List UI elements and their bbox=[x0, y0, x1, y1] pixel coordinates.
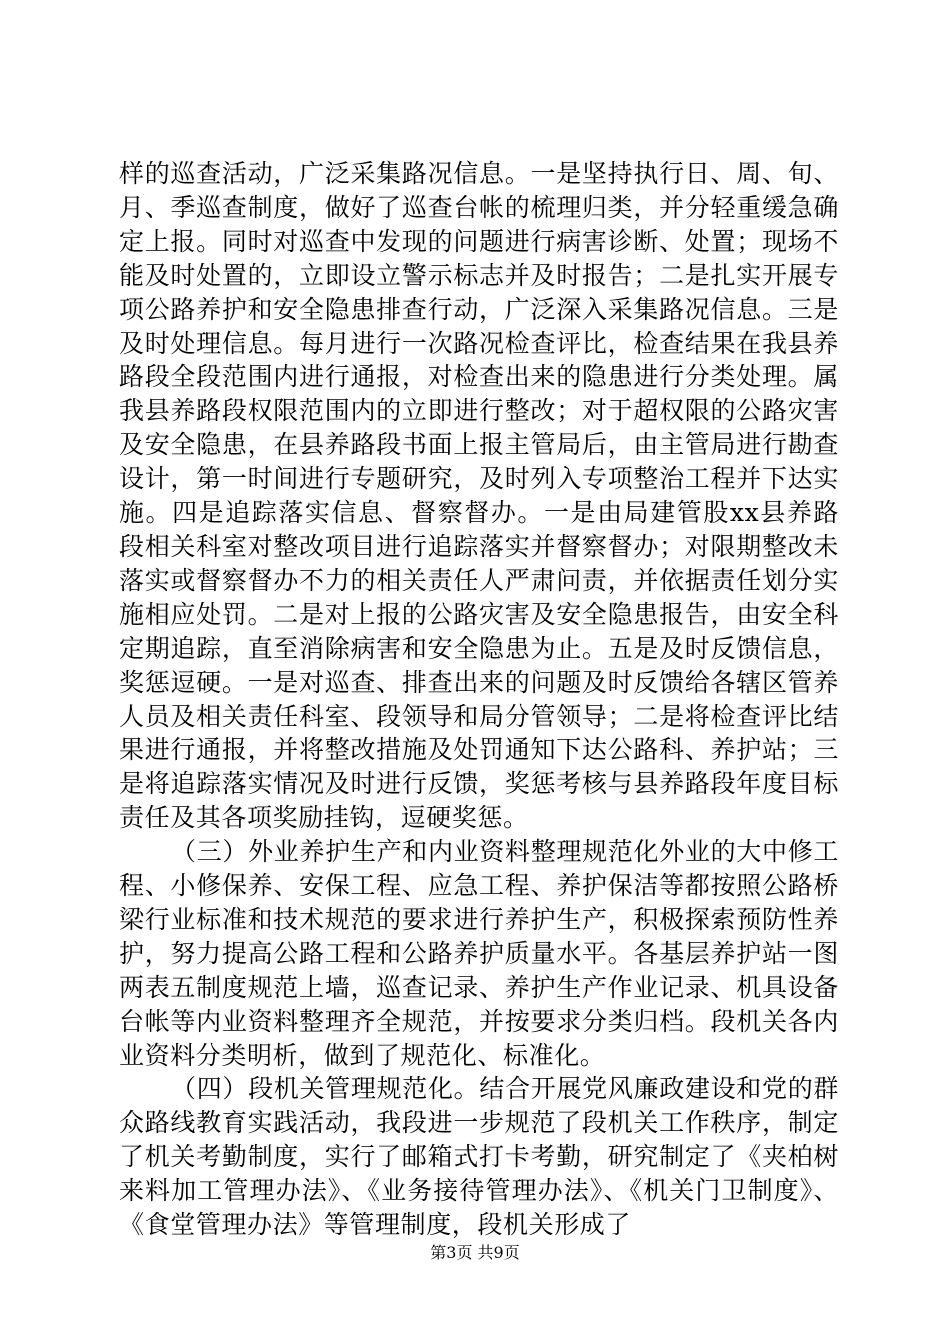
paragraph-inspection-info: 样的巡查活动，广泛采集路况信息。一是坚持执行日、周、旬、月、季巡查制度，做好了巡查台帐的梳理归类，并分轻重缓急确定上报。同时对巡查中发现的问题进行病害诊断、处置；现场不能及时处置的，立即设立警示标志并及时报告；二是扎实开展专项公路养护和安全隐患排查行动，广泛深入采集路况信息。三是及时处理信息。每月进行一次路况检查评比，检查结果在我县养路段全段范围内进行通报，对检查出来的隐患进行分类处理。属我县养路段权限范围内的立即进行整改；对于超权限的公路灾害及安全隐患，在县养路段书面上报主管局后，由主管局进行勘查设计，第一时间进行专题研究，及时列入专项整治工程并下达实施。四是追踪落实信息、督察督办。一是由局建管股xx县养路段相关科室对整改项目进行追踪落实并督察督办；对限期整改未落实或督察督办不力的相关责任人严肃问责，并依据责任划分实施相应处罚。二是对上报的公路灾害及安全隐患报告，由安全科定期追踪，直至消除病害和安全隐患为止。五是及时反馈信息，奖惩逗硬。一是对巡查、排查出来的问题及时反馈给各辖区管养人员及相关责任科室、段领导和局分管领导；二是将检查评比结果进行通报，并将整改措施及处罚通知下达公路科、养护站；三是将追踪落实情况及时进行反馈，奖惩考核与县养路段年度目标责任及其各项奖励挂钩，逗硬奖惩。 bbox=[119, 159, 839, 833]
document-body bbox=[119, 157, 839, 1242]
paragraph-section-3-maintenance: （三）外业养护生产和内业资料整理规范化外业的大中修工程、小修保养、安保工程、应急工程、养护保洁等都按照公路桥梁行业标准和技术规范的要求进行养护生产，积极探索预防性养护，努力提高公路工程和公路养护质量水平。各基层养护站一图两表五制度规范上墙，巡查记录、养护生产作业记录、机具设备台帐等内业资料整理齐全规范，并按要求分类归档。段机关各内业资料分类明析，做到了规范化、标准化。 bbox=[119, 837, 839, 1070]
page-number-footer: 第3页 共9页 bbox=[430, 1243, 520, 1262]
paragraph-section-4-office-management: （四）段机关管理规范化。结合开展党风廉政建设和党的群众路线教育实践活动，我段进一步规范了段机关工作秩序，制定了机关考勤制度，实行了邮箱式打卡考勤，研究制定了《夹柏树来料加工管理办法》、《业务接待管理办法》、《机关门卫制度》、《食堂管理办法》等管理制度，段机关形成了 bbox=[119, 1074, 839, 1240]
